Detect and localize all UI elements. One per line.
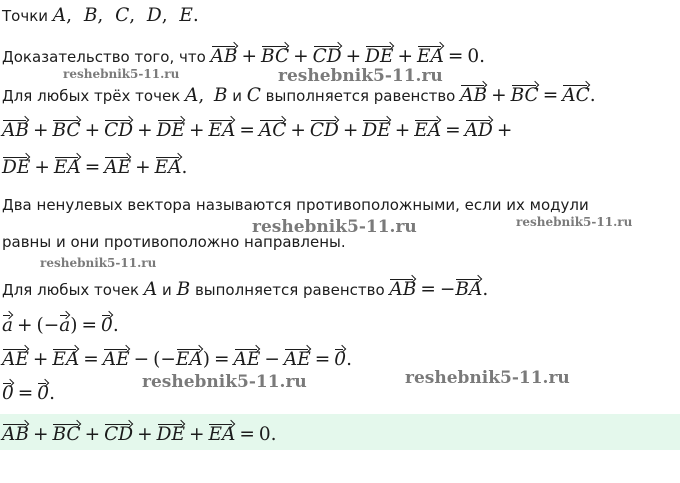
derivation-line-2: DE + EA = AE + EA. [2, 154, 187, 178]
points-label: Точки [2, 7, 53, 25]
proof-goal-formula: AB + BC + CD + DE + EA = 0. [211, 46, 486, 67]
proof-goal-line [2, 43, 485, 67]
definition-line-1: Два ненулевых вектора называются противоположными, если их модули [2, 196, 589, 214]
ae-ea-line: AE + EA = AE − (−EA) = AE − AE = 0. [2, 346, 352, 370]
watermark: reshebnik5-11.ru [278, 66, 443, 86]
triangle-rule-formula: AB + BC = AC. [460, 85, 596, 106]
watermark: reshebnik5-11.ru [405, 368, 570, 388]
triangle-rule-text: Для любых трёх точек [2, 87, 186, 105]
opposite-rule-line: Для любых точек A и B выполняется равенство AB = −BA. [2, 276, 488, 300]
watermark: reshebnik5-11.ru [63, 67, 180, 81]
watermark: reshebnik5-11.ru [516, 215, 633, 229]
zero-vector-line: 0 = 0. [2, 380, 55, 404]
definition-line-2: равны и они противоположно направлены. [2, 233, 346, 251]
points-math: A, B, C, D, E. [52, 5, 199, 26]
watermark: reshebnik5-11.ru [252, 217, 417, 237]
triangle-rule-line: Для любых трёх точек A, B и C выполняется равенство AB + BC = AC. [2, 82, 596, 106]
answer-line: AB + BC + CD + DE + EA = 0. [2, 421, 277, 445]
watermark: reshebnik5-11.ru [142, 372, 307, 392]
opposite-rule-formula: AB = −BA. [389, 279, 488, 300]
points-line [2, 6, 199, 26]
derivation-line-1: AB + BC + CD + DE + EA = AC + CD + DE + EA = AD + [2, 117, 516, 141]
zero-sum-line: a + (−a) = 0. [2, 312, 119, 336]
proof-goal-text: Доказательство того, что [2, 48, 211, 66]
watermark: reshebnik5-11.ru [40, 256, 157, 270]
